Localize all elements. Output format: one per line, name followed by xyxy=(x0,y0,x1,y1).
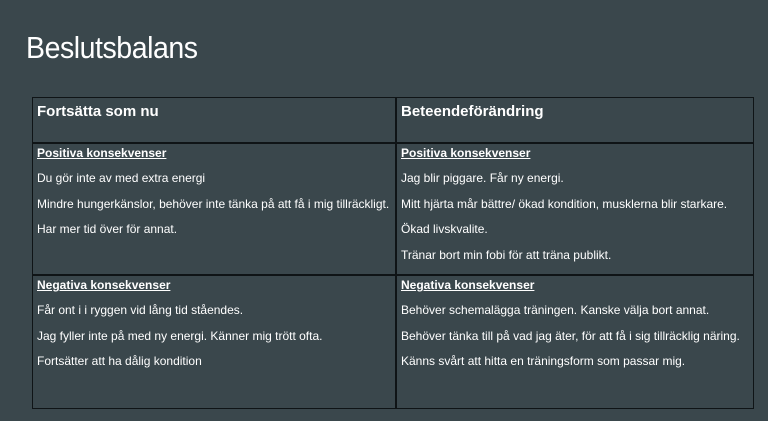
list-item: Jag fyller inte på med ny energi. Känner mig trött ofta. xyxy=(37,328,323,343)
list-item: Känns svårt att hitta en träningsform som passar mig. xyxy=(401,354,686,368)
header-row-divider xyxy=(33,142,753,144)
negative-heading: Negativa konsekvenser xyxy=(401,278,535,292)
cell-change-positive xyxy=(397,146,753,273)
list-item: Behöver tänka till på vad jag äter, för att få i sig tillräcklig näring. xyxy=(401,328,740,343)
list-item: Du gör inte av med extra energi xyxy=(37,171,206,185)
cell-continue-negative xyxy=(33,278,395,380)
column-header-continue: Fortsätta som nu xyxy=(37,103,159,120)
negative-heading: Negativa konsekvenser xyxy=(37,278,171,292)
list-item: Får ont i i ryggen vid lång tid ståendes. xyxy=(37,303,244,317)
list-item: Har mer tid över för annat. xyxy=(37,222,178,236)
list-item: Jag blir piggare. Får ny energi. xyxy=(401,171,564,185)
list-item: Behöver schemalägga träningen. Kanske välja bort annat. xyxy=(401,303,710,317)
list-item: Mitt hjärta mår bättre/ ökad kondition, musklerna blir starkare. xyxy=(401,196,728,211)
positive-heading: Positiva konsekvenser xyxy=(401,146,531,160)
cell-continue-positive xyxy=(33,146,395,248)
list-item: Ökad livskvalite. xyxy=(401,222,488,236)
column-header-change: Beteendeförändring xyxy=(401,103,544,120)
cell-change-negative xyxy=(397,278,753,380)
row-divider xyxy=(33,274,753,276)
list-item: Fortsätter att ha dålig kondition xyxy=(37,354,202,368)
list-item: Mindre hungerkänslor, behöver inte tänka på att få i mig tillräckligt. xyxy=(37,196,390,211)
positive-heading: Positiva konsekvenser xyxy=(37,146,167,160)
list-item: Tränar bort min fobi för att träna publikt. xyxy=(401,247,612,262)
slide-title: Beslutsbalans xyxy=(26,30,198,65)
decision-balance-table xyxy=(32,97,754,409)
